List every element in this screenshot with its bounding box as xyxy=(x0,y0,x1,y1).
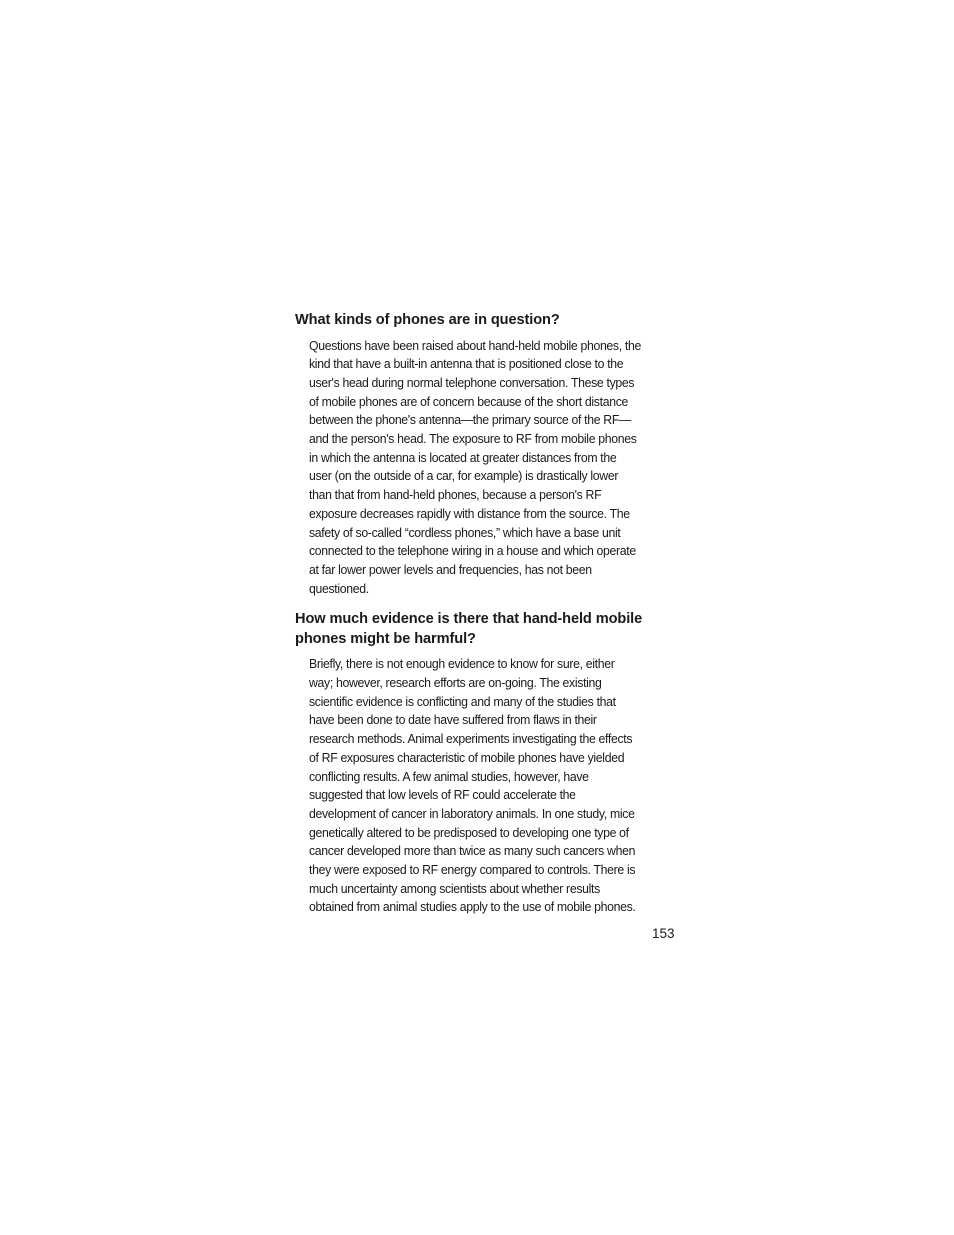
body-line: obtained from animal studies apply to the use of mobile phones. xyxy=(309,899,636,915)
body-line: they were exposed to RF energy compared to controls. There is xyxy=(309,862,636,878)
body-line: kind that have a built-in antenna that is positioned close to the xyxy=(309,356,624,372)
body-line: cancer developed more than twice as many such cancers when xyxy=(309,843,636,859)
body-line: conflicting results. A few animal studies, however, have xyxy=(309,768,589,784)
body-line: than that from hand-held phones, because a person's RF xyxy=(309,487,602,503)
page-number: 153 xyxy=(652,926,675,941)
body-line: genetically altered to be predisposed to developing one type of xyxy=(309,824,629,840)
body-line: have been done to date have suffered from flaws in their xyxy=(309,712,597,728)
body-line: research methods. Animal experiments investigating the effects xyxy=(309,731,633,747)
body-line: in which the antenna is located at greater distances from the xyxy=(309,449,617,465)
body-line: exposure decreases rapidly with distance from the source. The xyxy=(309,505,630,521)
body-line: user (on the outside of a car, for example) is drastically lower xyxy=(309,468,619,484)
section-heading-evidence xyxy=(295,610,680,649)
body-line: Questions have been raised about hand-held mobile phones, the xyxy=(309,337,641,353)
body-line: between the phone's antenna—the primary source of the RF— xyxy=(309,412,631,428)
body-line: of RF exposures characteristic of mobile phones have yielded xyxy=(309,749,625,765)
body-line: way; however, research efforts are on-going. The existing xyxy=(309,675,602,691)
body-line: much uncertainty among scientists about whether results xyxy=(309,880,600,896)
body-line: user's head during normal telephone conversation. These types xyxy=(309,374,635,390)
body-line: questioned. xyxy=(309,580,369,596)
body-line: at far lower power levels and frequencies, has not been xyxy=(309,561,592,577)
body-line: scientific evidence is conflicting and many of the studies that xyxy=(309,693,616,709)
heading-line: phones might be harmful? xyxy=(295,630,476,647)
body-line: of mobile phones are of concern because of the short distance xyxy=(309,393,629,409)
heading-line: How much evidence is there that hand-held mobile xyxy=(295,611,643,628)
body-line: Briefly, there is not enough evidence to know for sure, either xyxy=(309,656,615,672)
body-line: safety of so-called “cordless phones,” which have a base unit xyxy=(309,524,621,540)
body-line: suggested that low levels of RF could accelerate the xyxy=(309,787,576,803)
section-heading-phone-kinds: What kinds of phones are in question? xyxy=(295,312,560,328)
body-line: and the person's head. The exposure to RF from mobile phones xyxy=(309,431,637,447)
section-body-phone-kinds xyxy=(309,337,674,599)
body-line: connected to the telephone wiring in a house and which operate xyxy=(309,543,636,559)
section-body-evidence xyxy=(309,655,674,917)
page-content xyxy=(295,311,680,917)
body-line: development of cancer in laboratory animals. In one study, mice xyxy=(309,805,635,821)
